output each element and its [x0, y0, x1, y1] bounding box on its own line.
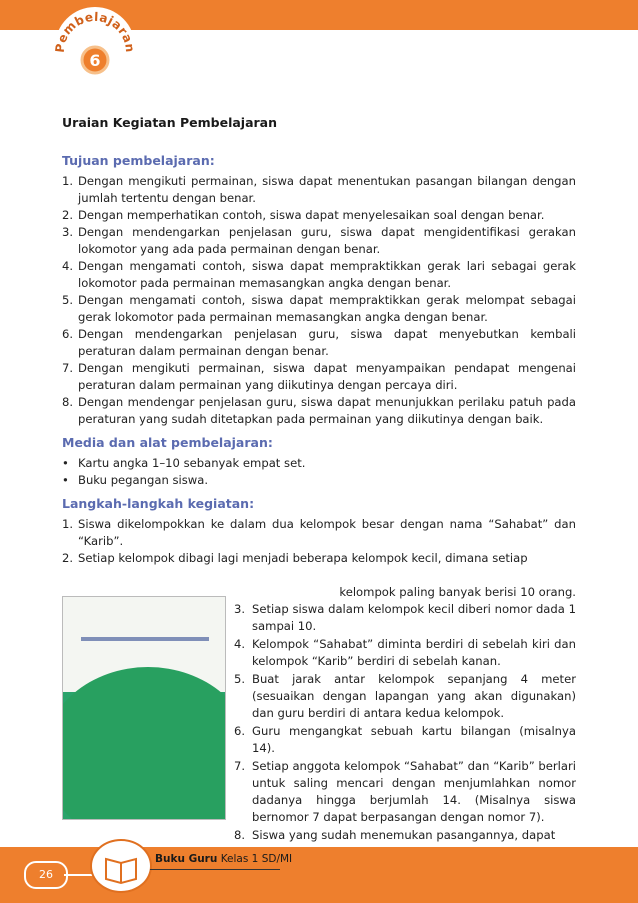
list-item: 4. Dengan mengamati contoh, siswa dapat mempraktikkan gerak lari sebagai gerak lokomotor pada permainan memasangkan angka dengan benar.	[62, 259, 576, 290]
badge-word: Pembelajaran	[52, 9, 138, 54]
langkah-list-continued	[234, 584, 576, 845]
footer-title-underline	[150, 869, 280, 870]
list-item: 5. Buat jarak antar kelompok sepanjang 4 meter (sesuaikan dengan lapangan yang akan digunakan) dan guru berdiri di antara kedua kelompok.	[234, 672, 576, 720]
student-book-thumbnail	[62, 596, 226, 820]
item2-continuation: kelompok paling banyak berisi 10 orang.	[339, 585, 576, 599]
list-item: 4. Kelompok “Sahabat” diminta berdiri di sebelah kiri dan kelompok “Karib” berdiri di sebelah kanan.	[234, 637, 576, 668]
langkah-list	[62, 516, 576, 567]
langkah-heading: Langkah-langkah kegiatan:	[62, 496, 255, 511]
lesson-badge	[52, 4, 138, 90]
list-item: 5. Dengan mengamati contoh, siswa dapat mempraktikkan gerak melompat sebagai gerak lokomotor pada permainan memasangkan angka dengan benar.	[62, 293, 576, 324]
main-content	[62, 152, 576, 567]
list-item: • Kartu angka 1–10 sebanyak empat set.	[62, 456, 306, 470]
footer-title: Buku Guru Kelas 1 SD/MI	[155, 853, 293, 865]
tujuan-list	[62, 173, 576, 428]
list-item: 1. Siswa dikelompokkan ke dalam dua kelompok besar dengan nama “Sahabat” dan “Karib”.	[62, 517, 576, 548]
tujuan-heading: Tujuan pembelajaran:	[62, 153, 215, 168]
book-illustration	[62, 667, 226, 820]
list-item: 7. Dengan mengikuti permainan, siswa dapat menyampaikan pendapat mengenai peraturan dalam permainan yang diikutinya dengan percaya diri.	[62, 361, 576, 392]
list-item: 8. Dengan mendengar penjelasan guru, siswa dapat menunjukkan perilaku patuh pada peraturan yang sudah ditetapkan pada permainan yang diikutinya dengan baik.	[62, 395, 576, 426]
book-text-line	[81, 637, 209, 641]
footer-bar	[0, 847, 638, 903]
open-book-icon	[90, 839, 152, 893]
list-item: 1. Dengan mengikuti permainan, siswa dapat menentukan pasangan bilangan dengan jumlah tertentu dengan benar.	[62, 174, 576, 205]
section-title: Uraian Kegiatan Pembelajaran	[62, 115, 278, 130]
media-list	[62, 455, 576, 489]
footer-divider	[64, 874, 94, 876]
list-item: 7. Setiap anggota kelompok “Sahabat” dan “Karib” berlari untuk saling mencari dengan menjumlahkan nomor dadanya hingga berjumlah 14. (Misalnya siswa bernomor 7 dapat berpasangan dengan nomor 7).	[234, 759, 576, 824]
list-item: 6. Dengan mendengarkan penjelasan guru, siswa dapat menyebutkan kembali peraturan dalam permainan dengan benar.	[62, 327, 576, 358]
media-heading: Media dan alat pembelajaran:	[62, 435, 273, 450]
list-item: 2. Setiap kelompok dibagi lagi menjadi beberapa kelompok kecil, dimana setiap	[62, 551, 528, 565]
list-item: 3. Setiap siswa dalam kelompok kecil diberi nomor dada 1 sampai 10.	[234, 602, 576, 633]
list-item: 8. Siswa yang sudah menemukan pasangannya, dapat	[234, 828, 556, 842]
list-item: 2. Dengan memperhatikan contoh, siswa dapat menyelesaikan soal dengan benar.	[62, 208, 545, 222]
list-item: • Buku pegangan siswa.	[62, 473, 209, 487]
page-number: 26	[24, 861, 68, 889]
badge-number: 6	[89, 51, 101, 70]
list-item: 6. Guru mengangkat sebuah kartu bilangan (misalnya 14).	[234, 724, 576, 755]
list-item: 3. Dengan mendengarkan penjelasan guru, siswa dapat mengidentifikasi gerakan lokomotor yang ada pada permainan dengan benar.	[62, 225, 576, 256]
